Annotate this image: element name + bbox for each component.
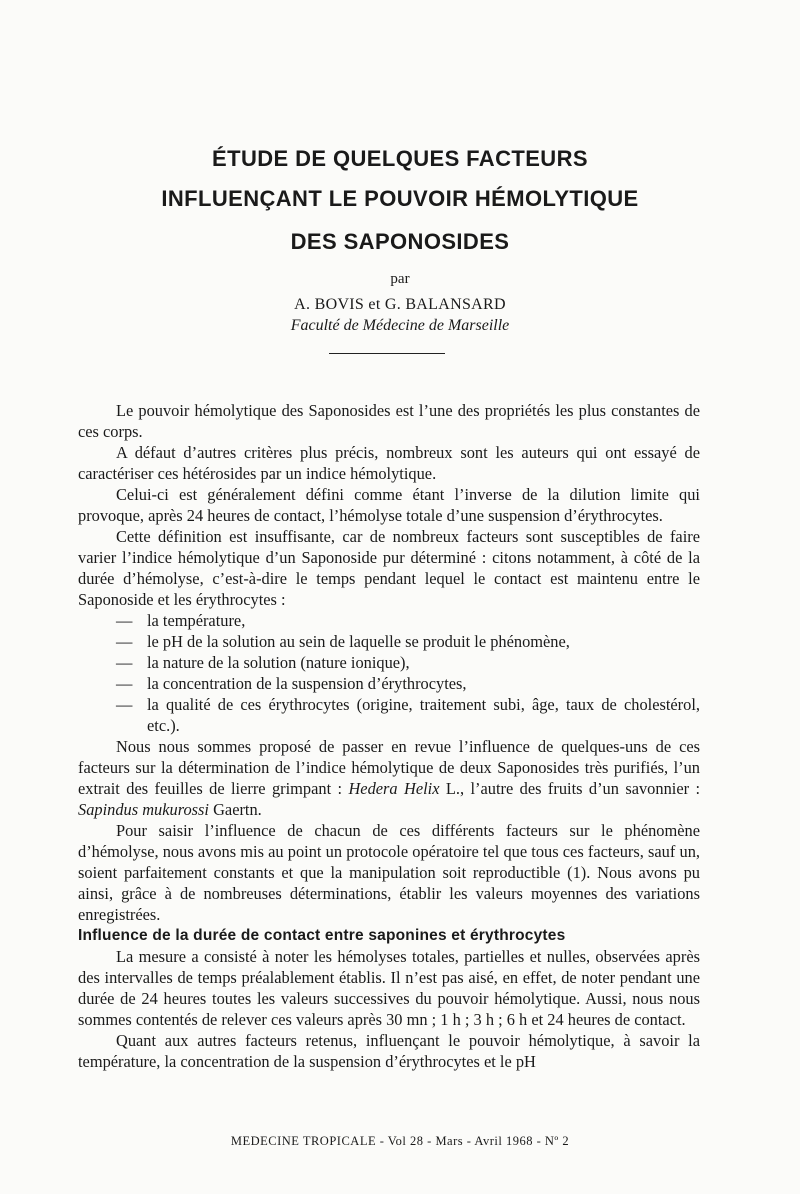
list-item bbox=[116, 631, 700, 652]
paragraph-7: La mesure a consisté à noter les hémolyses totales, partielles et nulles, observées après des intervalles de temps préalablement établis. Il n’est pas aisé, en effet, de noter pendant une durée de 24 heures toutes les valeurs successives du pouvoir hémolytique. Aussi, nous nous sommes contentés de relever ces valeurs après 30 mn ; 1 h ; 3 h ; 6 h et 24 heures de contact. bbox=[78, 947, 700, 1029]
dash-marker: — bbox=[116, 611, 133, 630]
list-item-text: la nature de la solution (nature ionique), bbox=[147, 653, 410, 672]
dash-marker: — bbox=[116, 674, 133, 693]
journal-footer: MEDECINE TROPICALE - Vol 28 - Mars - Avril 1968 - Nº 2 bbox=[230, 1134, 570, 1148]
byline-par: par bbox=[390, 271, 410, 287]
paragraph-1: Le pouvoir hémolytique des Saponosides est l’une des propriétés les plus constantes de ces corps. bbox=[78, 401, 700, 441]
paragraph-5-text-b: L., l’autre des fruits d’un savonnier : bbox=[439, 779, 700, 798]
factor-list bbox=[116, 610, 700, 736]
dash-marker: — bbox=[116, 695, 133, 714]
paragraph-3: Celui-ci est généralement défini comme étant l’inverse de la dilution limite qui provoque, après 24 heures de contact, l’hémolyse totale d’une suspension d’érythrocytes. bbox=[78, 485, 700, 525]
paragraph-4: Cette définition est insuffisante, car de nombreux facteurs sont susceptibles de faire varier l’indice hémolytique d’un Saponoside pur déterminé : citons notamment, à côté de la durée d’hémolyse, c’est-à-dire le temps pendant lequel le contact est maintenu entre le Saponoside et les érythrocytes : bbox=[78, 527, 700, 609]
authors: A. BOVIS et G. BALANSARD bbox=[294, 296, 506, 313]
article-body bbox=[78, 400, 700, 1072]
article-title-line-2: INFLUENÇANT LE POUVOIR HÉMOLYTIQUE bbox=[161, 186, 639, 211]
list-item bbox=[116, 652, 700, 673]
list-item bbox=[116, 694, 700, 736]
dash-marker: — bbox=[116, 653, 133, 672]
paragraph-6: Pour saisir l’influence de chacun de ces différents facteurs sur le phénomène d’hémolyse, nous avons mis au point un protocole opératoire tel que tous ces facteurs, sauf un, soient parfaitement constants et que la manipulation soit reproductible (1). Nous avons pu ainsi, grâce à de nombreuses déterminations, établir les valeurs moyennes des variations enregistrées. bbox=[78, 821, 700, 924]
list-item-text: la concentration de la suspension d’érythrocytes, bbox=[147, 674, 467, 693]
affiliation: Faculté de Médecine de Marseille bbox=[290, 317, 510, 334]
paragraph-8: Quant aux autres facteurs retenus, influençant le pouvoir hémolytique, à savoir la température, la concentration de la suspension d’érythrocytes et le pH bbox=[78, 1031, 700, 1071]
article-title-line-1: ÉTUDE DE QUELQUES FACTEURS bbox=[212, 146, 588, 171]
list-item bbox=[116, 673, 700, 694]
paragraph-2: A défaut d’autres critères plus précis, nombreux sont les auteurs qui ont essayé de caractériser ces hétérosides par un indice hémolytique. bbox=[78, 443, 700, 483]
list-item-text: la température, bbox=[147, 611, 246, 630]
list-item-text: la qualité de ces érythrocytes (origine, traitement subi, âge, taux de cholestérol, etc.). bbox=[147, 695, 700, 735]
species-name-hedera: Hedera Helix bbox=[348, 779, 440, 798]
list-item bbox=[116, 610, 700, 631]
dash-marker: — bbox=[116, 632, 133, 651]
species-name-sapindus: Sapindus mukurossi bbox=[78, 800, 209, 819]
title-divider bbox=[329, 353, 445, 354]
section-heading: Influence de la durée de contact entre saponines et érythrocytes bbox=[78, 927, 566, 944]
list-item-text: le pH de la solution au sein de laquelle se produit le phénomène, bbox=[147, 632, 570, 651]
paragraph-5-text-a: Nous nous sommes proposé de passer en revue l’influence de quelques-uns de ces facteurs sur la détermination de l’indice hémolytique de deux Saponosides très purifiés, l’un extrait des feuilles de lierre grimpant : bbox=[78, 737, 700, 798]
paragraph-5 bbox=[78, 736, 700, 820]
article-title-line-3: DES SAPONOSIDES bbox=[290, 229, 510, 254]
paragraph-5-text-c: Gaertn. bbox=[208, 800, 262, 819]
